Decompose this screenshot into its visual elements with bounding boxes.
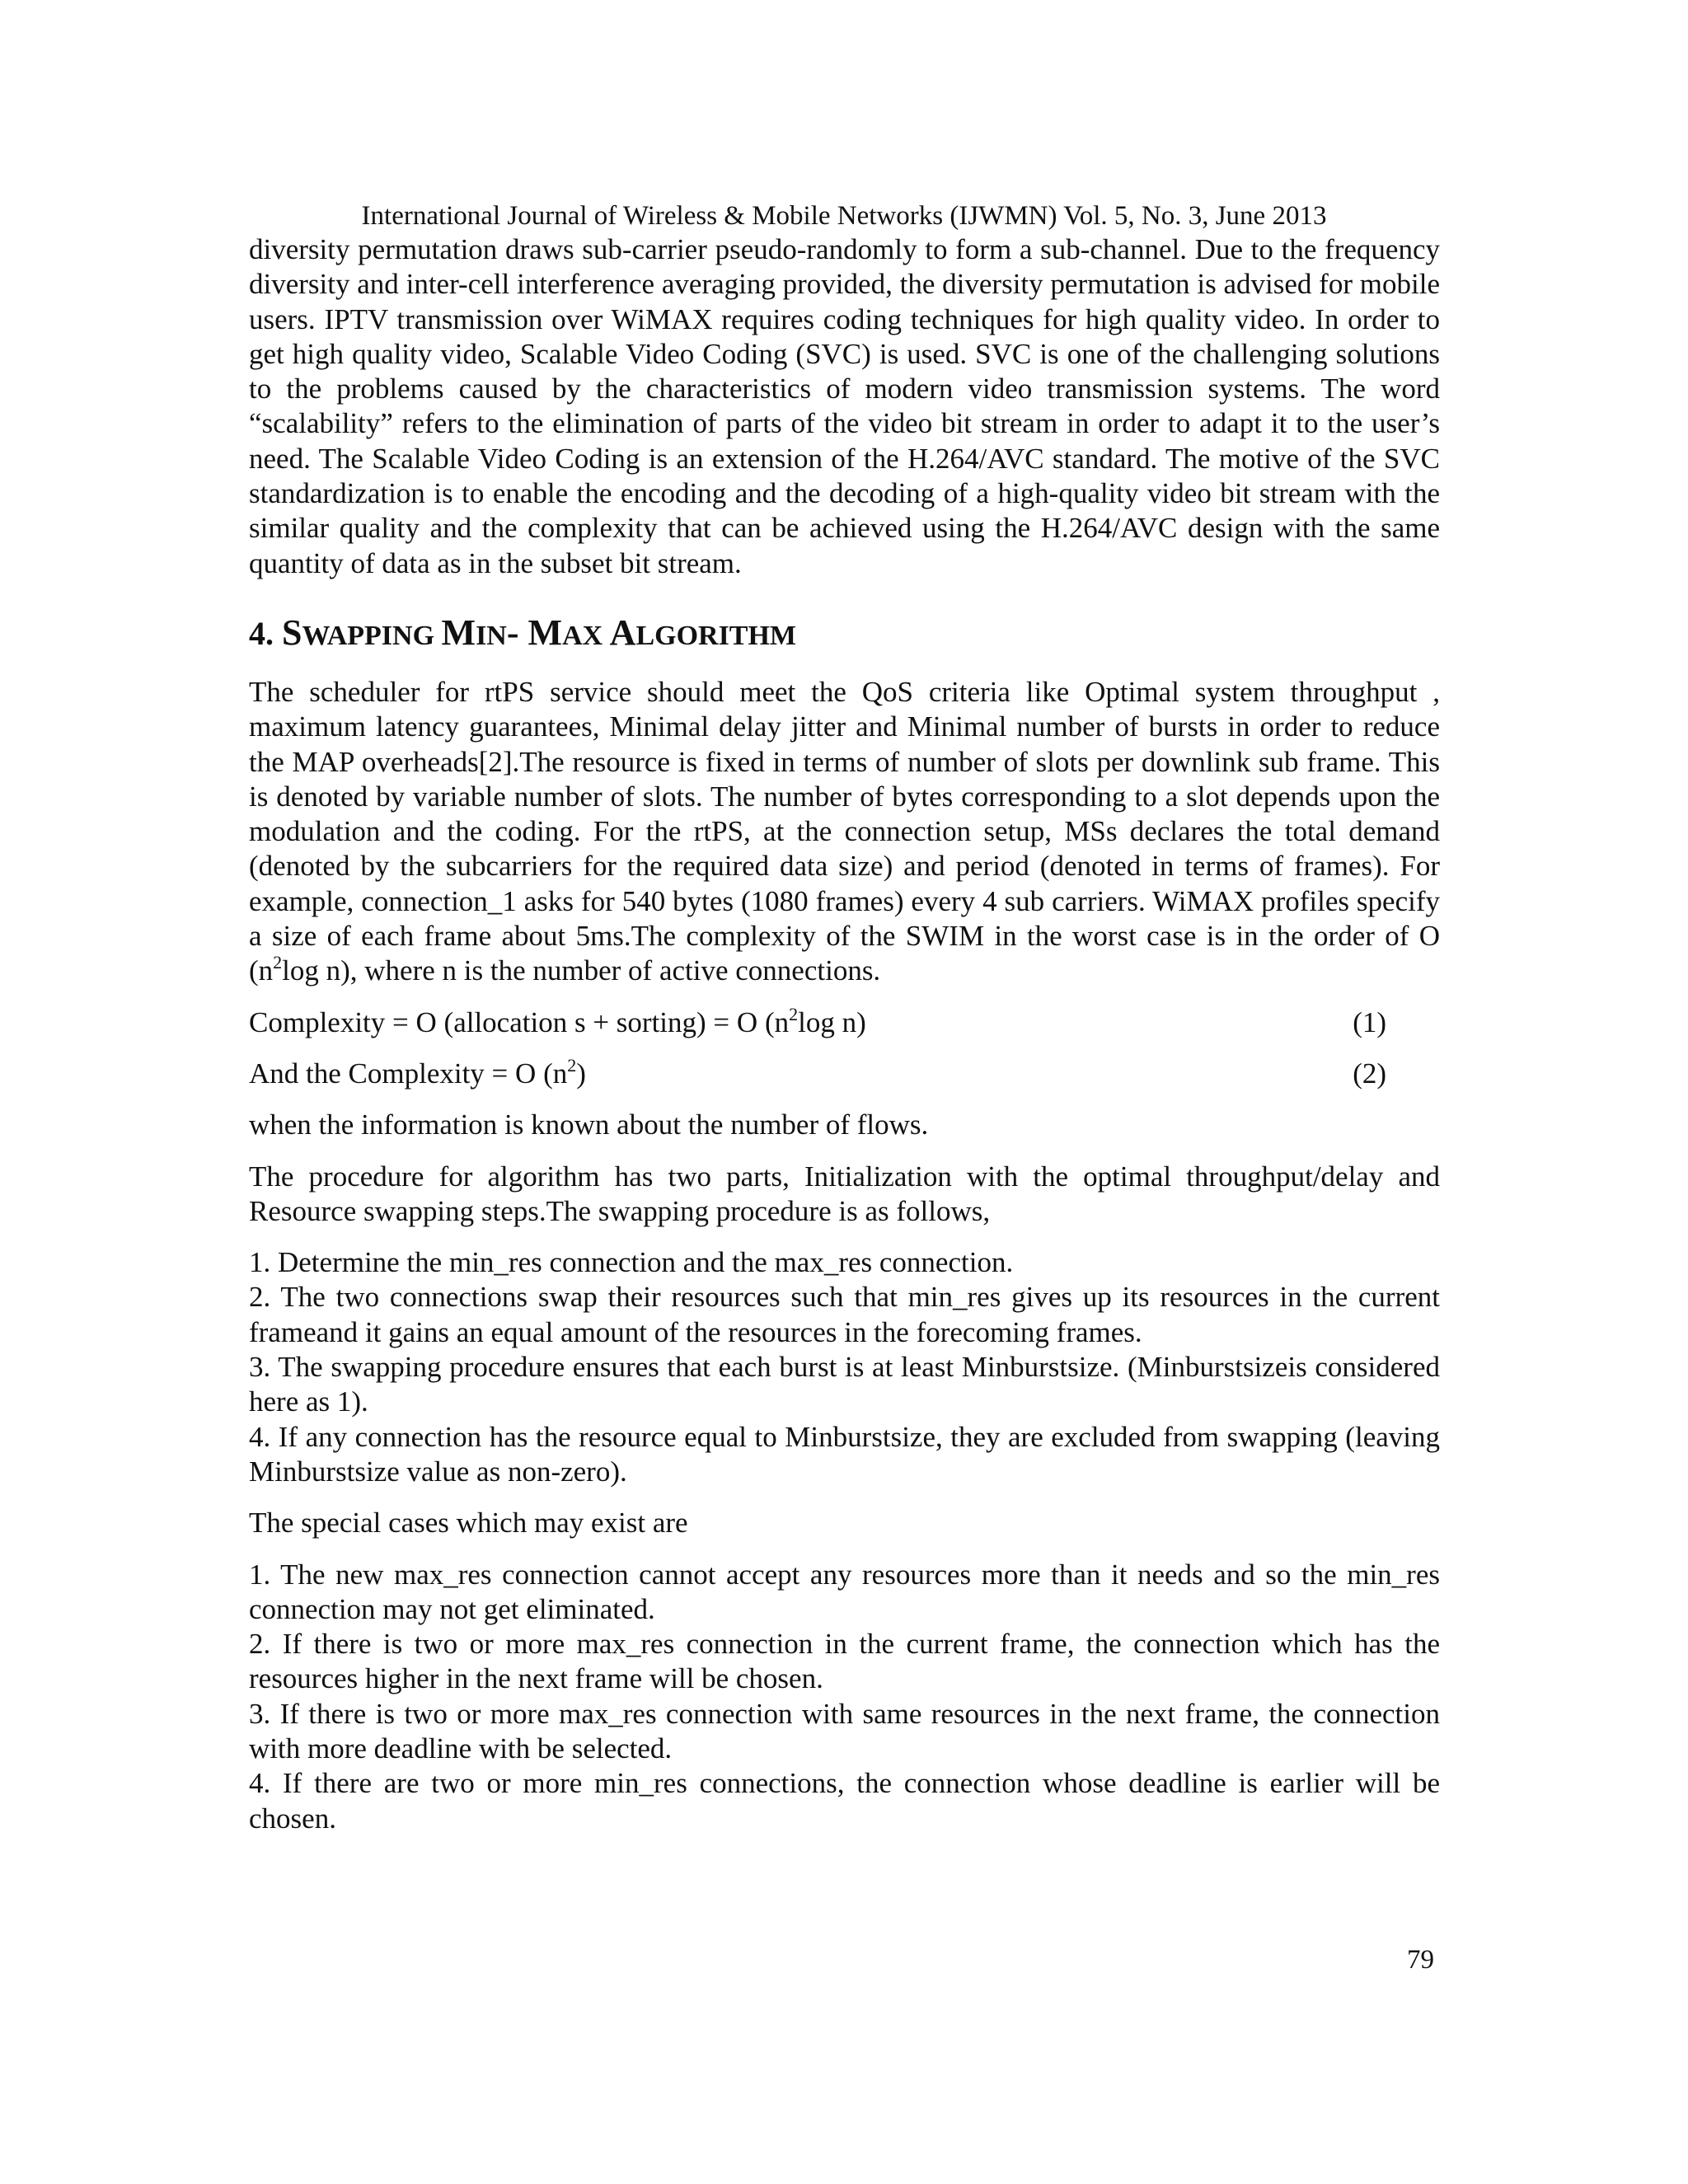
list-item: 4. If any connection has the resource equal to Minburstsize, they are excluded from swapping (leaving Minburstsize value as non-zero). [249,1420,1440,1488]
list-item: 3. If there is two or more max_res connection with same resources in the next frame, the connection with more deadline with be selected. [249,1697,1440,1765]
section-title-part: M [441,612,476,653]
list-item: 2. If there is two or more max_res connection in the current frame, the connection which has the resources higher in the next frame will be chosen. [249,1628,1440,1695]
section-title-part: S [282,612,302,653]
equation-2 [249,1054,1386,1091]
section-title-part: IN [476,620,507,651]
superscript: 2 [789,1003,799,1024]
list-item: 3. The swapping procedure ensures that each burst is at least Minburstsize. (Minburstsizeis considered here as 1). [249,1351,1440,1418]
section-title-part: - [506,612,528,653]
section-paragraph [249,675,1440,989]
list-item: 1. The new max_res connection cannot accept any resources more than it needs and so the min_res connection may not get eliminated. [249,1558,1440,1625]
equation-number: (2) [1353,1057,1386,1090]
section-title-part: LGORITHM [635,620,797,651]
equation-expression [249,1054,586,1091]
list-item: 2. The two connections swap their resources such that min_res gives up its resources in the current frameand it gains an equal amount of the resources in the forecoming frames. [249,1281,1440,1348]
section-number: 4. [249,614,274,652]
after-equations-text: when the information is known about the number of flows. [249,1108,929,1141]
section-title-part: M [528,612,563,653]
equation-number: (1) [1353,1005,1386,1038]
section-paragraph-text: log n), where n is the number of active connections. [282,954,881,987]
section-title-part: WAPPING [302,620,442,651]
superscript: 2 [567,1054,577,1076]
intro-paragraph: diversity permutation draws sub-carrier pseudo-randomly to form a sub-channel. Due to the frequency diversity and inter-cell interference averaging provided, the diversity permutation is advised for mobile users. IPTV transmission over WiMAX requires coding techniques for high quality video. In order to get high quality video, Scalable Video Coding (SVC) is used. SVC is one of the challenging solutions to the problems caused by the characteristics of modern video transmission systems. The word “scalability” refers to the elimination of parts of the video bit stream in order to adapt it to the user’s need. The Scalable Video Coding is an extension of the H.264/AVC standard. The motive of the SVC standardization is to enable the encoding and the decoding of a high-quality video bit stream with the similar quality and the complexity that can be achieved using the H.264/AVC design with the same quantity of data as in the subset bit stream. [249,233,1440,579]
equation-1 [249,1005,1386,1040]
superscript: 2 [273,952,283,973]
equation-text: ) [576,1057,586,1090]
special-cases [249,1558,1440,1836]
list-item: 1. Determine the min_res connection and the max_res connection. [249,1246,1014,1279]
page-number: 79 [1407,1945,1434,1975]
section-title-part: A [609,612,636,653]
equation-text: log n) [798,1005,866,1038]
equation-text: Complexity = O (allocation s + sorting) = O (n [249,1005,790,1038]
equation-text: And the Complexity = O (n [249,1057,568,1090]
procedure-intro: The procedure for algorithm has two parts, Initialization with the optimal throughput/delay and Resource swapping steps.The swapping procedure is as follows, [249,1160,1440,1227]
procedure-steps [249,1245,1440,1489]
special-cases-intro: The special cases which may exist are [249,1507,688,1540]
section-paragraph-text: The scheduler for rtPS service should meet the QoS criteria like Optimal system throughput , maximum latency guarantees, Minimal delay jitter and Minimal number of bursts in order to reduce the MAP overheads[2].The resource is fixed in terms of number of slots per downlink sub frame. This is denoted by variable number of slots. The number of bytes corresponding to a slot depends upon the modulation and the coding. For the rtPS, at the connection setup, MSs declares the total demand (denoted by the subcarriers for the required data size) and period (denoted in terms of frames). For example, connection_1 asks for 540 bytes (1080 frames) every 4 sub carriers. WiMAX profiles specify a size of each frame about 5ms.The complexity of the SWIM in the worst case is in the order of O (n [249,675,1440,987]
section-title-part: AX [562,620,610,651]
running-head: International Journal of Wireless & Mobile Networks (IJWMN) Vol. 5, No. 3, June 2013 [361,201,1327,231]
equation-expression [249,1005,866,1040]
page-body [249,232,1440,1836]
section-heading [249,612,1440,657]
list-item: 4. If there are two or more min_res connections, the connection whose deadline is earlier will be chosen. [249,1767,1440,1835]
